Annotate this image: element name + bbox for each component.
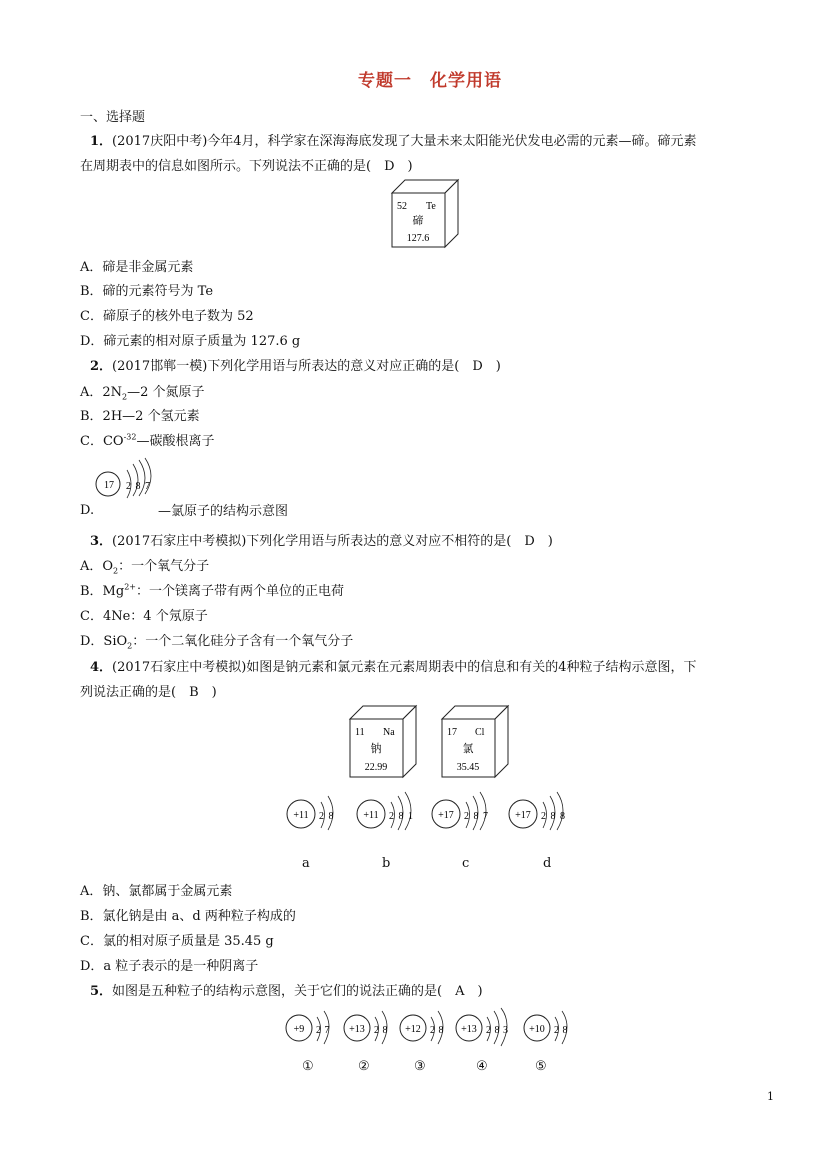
q3-line xyxy=(90,530,553,549)
q5-label-1: ① xyxy=(302,1059,314,1074)
q5-particle-4 xyxy=(456,1008,508,1046)
svg-text:2 8: 2 8 xyxy=(319,811,334,822)
q4-sodium-cell xyxy=(348,704,420,780)
q1-element-cell xyxy=(390,178,462,250)
section-heading: 一、选择题 xyxy=(80,110,146,125)
q1-line2: 在周期表中的信息如图所示。下列说法不正确的是( D ) xyxy=(80,159,413,174)
q1-option-c: C．碲原子的核外电子数为 52 xyxy=(80,309,254,324)
q4-particle-c xyxy=(432,792,488,830)
svg-text:2 8 7: 2 8 7 xyxy=(464,811,488,822)
q4-particles xyxy=(283,790,583,840)
q3-option-d: D．SiO$_2$：一个二氧化硅分子含有一个氧气分子 xyxy=(80,634,354,651)
q4-label-c: c xyxy=(462,856,470,871)
q2-nucleus: 17 xyxy=(104,480,114,491)
q2-option-d-label: D. xyxy=(80,503,95,518)
q3-option-c: C．4Ne：4 个氖原子 xyxy=(80,609,208,624)
q5-label-2: ② xyxy=(358,1059,370,1074)
q2-number: 2． xyxy=(90,359,113,374)
q2-shells: 2 8 7 xyxy=(126,481,150,492)
q4-line1 xyxy=(90,656,697,675)
svg-text:Na: Na xyxy=(383,727,395,738)
q5-particle-1 xyxy=(286,1011,330,1044)
svg-text:+9: +9 xyxy=(293,1024,305,1035)
svg-text:35.45: 35.45 xyxy=(456,762,480,773)
q2-text: (2017邯郸一模)下列化学用语与所表达的意义对应正确的是( D ) xyxy=(112,359,501,374)
q4-label-b: b xyxy=(382,856,391,871)
q5-line xyxy=(90,980,483,999)
q1-option-a: A．碲是非金属元素 xyxy=(80,260,194,275)
q5-label-5: ⑤ xyxy=(535,1059,547,1074)
q5-particle-3 xyxy=(400,1011,444,1044)
q4-particle-a xyxy=(287,796,334,830)
q2-option-d-text: —氯原子的结构示意图 xyxy=(158,504,289,519)
svg-text:2 8 1: 2 8 1 xyxy=(389,811,413,822)
q1-cell-symbol: Te xyxy=(426,201,436,212)
svg-text:+17: +17 xyxy=(438,810,454,821)
svg-text:+13: +13 xyxy=(461,1024,477,1035)
q4-option-a: A．钠、氯都属于金属元素 xyxy=(80,884,233,899)
svg-text:+11: +11 xyxy=(293,810,309,821)
q2-option-c: C．$CO^{-32}—$碳酸根离子 xyxy=(80,432,215,449)
q5-text: 如图是五种粒子的结构示意图，关于它们的说法正确的是( A ) xyxy=(112,984,483,999)
q1-cell-number: 52 xyxy=(397,201,407,212)
page-number: 1 xyxy=(767,1090,774,1103)
q4-option-b: B．氯化钠是由 a、d 两种粒子构成的 xyxy=(80,909,296,924)
q5-number: 5． xyxy=(90,984,113,999)
q5-label-3: ③ xyxy=(414,1059,426,1074)
svg-text:2 8: 2 8 xyxy=(554,1025,568,1036)
svg-text:2 8: 2 8 xyxy=(430,1025,444,1036)
q1-cell-mass: 127.6 xyxy=(406,233,430,244)
q5-label-4: ④ xyxy=(476,1059,488,1074)
q2-option-a: A．$2N_2—2$ 个氮原子 xyxy=(80,385,205,402)
q4-label-a: a xyxy=(302,856,310,871)
svg-text:2 8 8: 2 8 8 xyxy=(541,811,565,822)
q1-text-line1: (2017庆阳中考)今年4月，科学家在深海海底发现了大量未来太阳能光伏发电必需的元素—碲。碲元素 xyxy=(112,134,697,149)
svg-text:钠: 钠 xyxy=(370,743,382,755)
svg-text:+17: +17 xyxy=(515,810,531,821)
q2-chlorine-diagram xyxy=(93,456,163,500)
svg-text:+11: +11 xyxy=(363,810,379,821)
q1-option-d: D．碲元素的相对原子质量为 127.6 g xyxy=(80,334,301,349)
q2-option-b: B．2H—2 个氢元素 xyxy=(80,409,200,424)
q5-particles xyxy=(283,1006,583,1052)
svg-text:+10: +10 xyxy=(529,1024,545,1035)
q3-text: (2017石家庄中考模拟)下列化学用语与所表达的意义对应不相符的是( D ) xyxy=(112,534,553,549)
q1-cell-name: 碲 xyxy=(412,215,424,227)
q5-particle-5 xyxy=(524,1011,568,1044)
q1-option-b: B．碲的元素符号为 Te xyxy=(80,284,214,299)
svg-text:17: 17 xyxy=(447,727,457,738)
svg-text:22.99: 22.99 xyxy=(364,762,388,773)
q4-number: 4． xyxy=(90,660,113,675)
q2-line xyxy=(90,355,501,374)
q1-line1 xyxy=(90,130,697,149)
q4-particle-d xyxy=(509,792,565,830)
svg-text:氯: 氯 xyxy=(462,743,474,755)
q4-option-d: D．a 粒子表示的是一种阴离子 xyxy=(80,959,259,974)
q4-line2: 列说法正确的是( B ) xyxy=(80,685,217,700)
q3-number: 3． xyxy=(90,534,113,549)
svg-text:2 7: 2 7 xyxy=(316,1025,330,1036)
q4-particle-b xyxy=(357,792,413,830)
q4-label-d: d xyxy=(543,856,552,871)
q3-option-a: A．$O_2$：一个氧气分子 xyxy=(80,559,210,576)
svg-text:Cl: Cl xyxy=(475,727,485,738)
q4-chlorine-cell xyxy=(440,704,512,780)
svg-text:11: 11 xyxy=(355,727,365,738)
q1-number: 1． xyxy=(90,134,113,149)
svg-text:+12: +12 xyxy=(405,1024,421,1035)
q4-option-c: C．氯的相对原子质量是 35.45 g xyxy=(80,934,274,949)
page-title: 专题一 化学用语 xyxy=(358,71,502,91)
svg-text:+13: +13 xyxy=(349,1024,365,1035)
q4-text-line1: (2017石家庄中考模拟)如图是钠元素和氯元素在元素周期表中的信息和有关的4种粒子结构示意图，下 xyxy=(112,660,697,675)
svg-text:2 8 3: 2 8 3 xyxy=(486,1025,508,1036)
svg-text:2 8: 2 8 xyxy=(374,1025,388,1036)
q3-option-b: B．$Mg^{2+}$：一个镁离子带有两个单位的正电荷 xyxy=(80,582,344,599)
q5-particle-2 xyxy=(344,1011,388,1044)
